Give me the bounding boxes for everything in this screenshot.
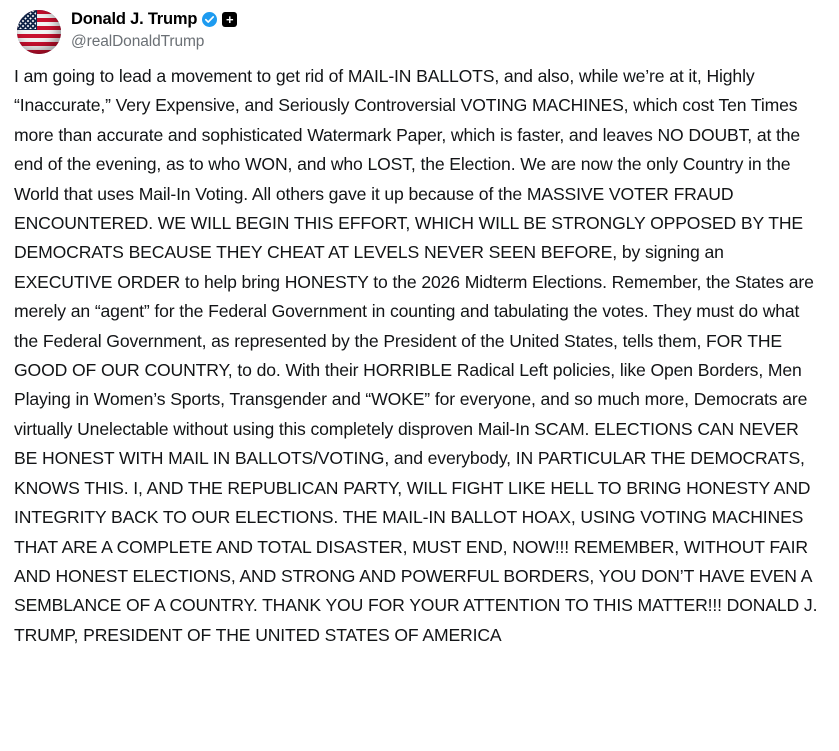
post-header [14,10,825,54]
display-name-row [71,11,237,28]
avatar-shading [17,10,61,54]
plus-badge-icon[interactable]: + [222,12,237,27]
post-body-text: I am going to lead a movement to get rid of MAIL-IN BALLOTS, and also, while we’re at it, Highly “Inaccurate,” Very Expensive, and Seriously Controversial VOTING MACHINES, which cost Ten Times more than accurate and sophisticated Watermark Paper, which is faster, and leaves NO DOUBT, at the end of the evening, as to who WON, and who LOST, the Election. We are now the only Country in the World that uses Mail-In Voting. All others gave it up because of the MASSIVE VOTER FRAUD ENCOUNTERED. WE WILL BEGIN THIS EFFORT, WHICH WILL BE STRONGLY OPPOSED BY THE DEMOCRATS BECAUSE THEY CHEAT AT LEVELS NEVER SEEN BEFORE, by signing an EXECUTIVE ORDER to help bring HONESTY to the 2026 Midterm Elections. Remember, the States are merely an “agent” for the Federal Government in counting and tabulating the votes. They must do what the Federal Government, as represented by the President of the United States, tells them, FOR THE GOOD OF OUR COUNTRY, to do. With their HORRIBLE Radical Left policies, like Open Borders, Men Playing in Women’s Sports, Transgender and “WOKE” for everyone, and so much more, Democrats are virtually Unelectable without using this completely disproven Mail-In SCAM. ELECTIONS CAN NEVER BE HONEST WITH MAIL IN BALLOTS/VOTING, and everybody, IN PARTICULAR THE DEMOCRATS, KNOWS THIS. I, AND THE REPUBLICAN PARTY, WILL FIGHT LIKE HELL TO BRING HONESTY AND INTEGRITY BACK TO OUR ELECTIONS. THE MAIL-IN BALLOT HOAX, USING VOTING MACHINES THAT ARE A COMPLETE AND TOTAL DISASTER, MUST END, NOW!!! REMEMBER, WITHOUT FAIR AND HONEST ELECTIONS, AND STRONG AND POWERFUL BORDERS, YOU DON’T HAVE EVEN A SEMBLANCE OF A COUNTRY. THANK YOU FOR YOUR ATTENTION TO THIS MATTER!!! DONALD J. TRUMP, PRESIDENT OF THE UNITED STATES OF AMERICA [14,66,818,645]
account-handle[interactable]: @realDonaldTrump [71,32,205,50]
verified-icon [202,12,217,27]
avatar[interactable] [17,10,61,54]
display-name: Donald J. Trump [71,10,198,28]
account-names [71,10,237,51]
